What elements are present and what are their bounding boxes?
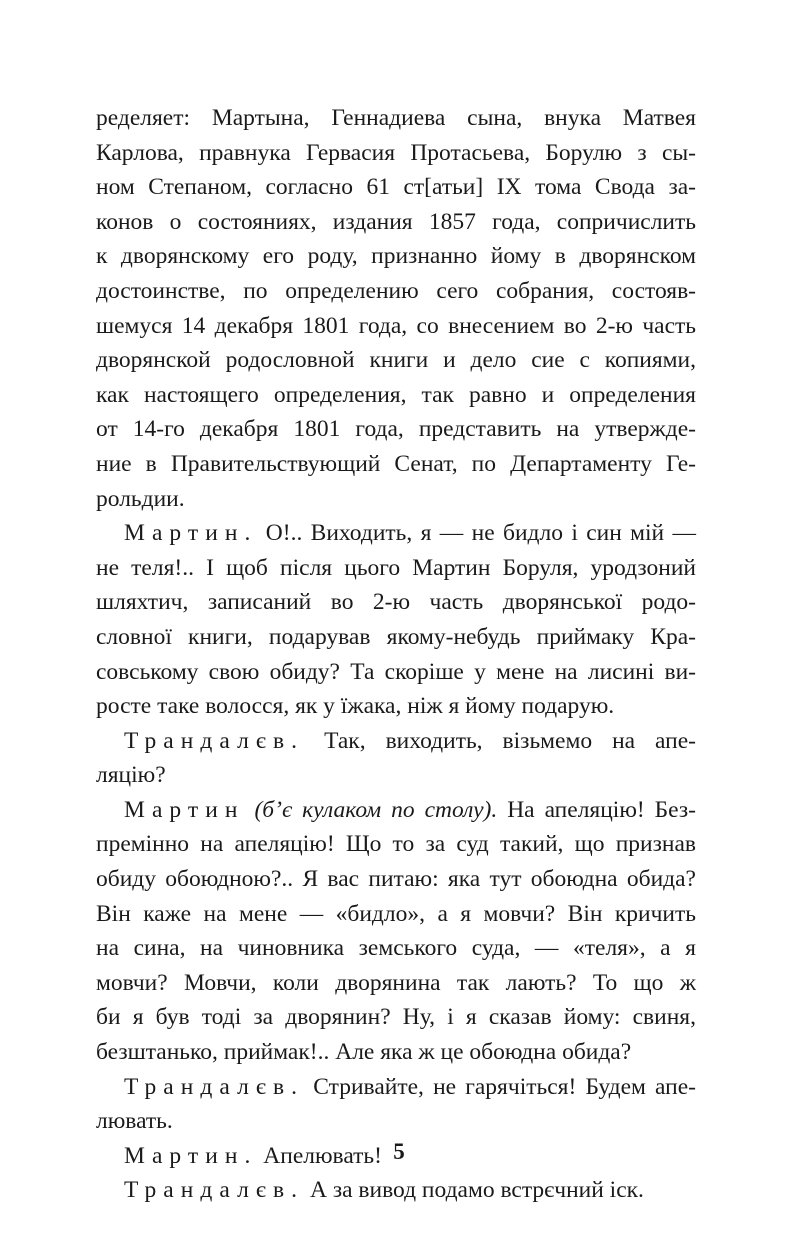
- speech-text: Апелювать!: [263, 1142, 382, 1169]
- text-line: рольдии.: [96, 485, 185, 512]
- text-line: дворянской родословной книги и дело сие с копиями,: [96, 347, 696, 374]
- stage-direction: (б’є кулаком по столу).: [254, 796, 498, 823]
- speaker-name: Мартин: [124, 796, 245, 823]
- speech-line: [96, 793, 696, 828]
- speech-line: [96, 1173, 696, 1208]
- text-line: Карлова, правнука Гервасия Протасьева, Борулю з сы-: [96, 139, 696, 166]
- text-line: конов о состояниях, издания 1857 года, сопричислить: [96, 208, 696, 235]
- speech-line: [96, 1070, 696, 1105]
- text-line: шляхтич, записаний во 2-ю часть дворянської родо-: [96, 589, 696, 616]
- page-number: 5: [393, 1139, 405, 1164]
- speaker-name: Трандалєв.: [124, 1177, 305, 1204]
- text-line: совському свою обиду? Та скоріше у мене на лисині ви-: [96, 658, 696, 685]
- text-line: безштанько, приймак!.. Але яка ж це обоюдна обида?: [96, 1039, 632, 1066]
- speech-text: Так, виходить, візьмемо на апе-: [324, 727, 697, 754]
- text-line: би я був тоді за дворянин? Ну, і я сказав йому: свиня,: [96, 1004, 696, 1031]
- text-line: как настоящего определения, так равно и определения: [96, 381, 696, 408]
- text-line: Він каже на мене — «бидло», а я мовчи? Він кричить: [96, 900, 696, 927]
- speech-text: На апеляцію! Без-: [507, 796, 696, 823]
- speech-line: [96, 516, 696, 551]
- text-line: мовчи? Мовчи, коли дворянина так лають? То що ж: [96, 969, 696, 996]
- text-line: шемуся 14 декабря 1801 года, со внесением во 2-ю часть: [96, 312, 696, 339]
- speaker-name: Мартин.: [124, 520, 258, 547]
- text-line: лювать.: [96, 1108, 173, 1135]
- speaker-name: Трандалєв.: [124, 1073, 305, 1100]
- text-line: ляцію?: [96, 762, 166, 789]
- text-line: ние в Правительствующий Сенат, по Департаменту Ге-: [96, 450, 696, 477]
- text-line: не теля!.. І щоб після цього Мартин Боруля, уродзоний: [96, 554, 696, 581]
- speech-text: Стривайте, не гарячіться! Будем апе-: [313, 1073, 696, 1100]
- text-line: ном Степаном, согласно 61 ст[атьи] IX тома Свода за-: [96, 174, 696, 201]
- text-line: к дворянскому его роду, признанно йому в дворянском: [96, 243, 696, 270]
- text-line: обиду обоюдною?.. Я вас питаю: яка тут обоюдна обида?: [96, 866, 696, 893]
- speech-text: А за вивод подамо встрєчний іск.: [309, 1177, 644, 1204]
- text-line: ределяет: Мартына, Геннадиева сына, внука Матвея: [96, 105, 696, 131]
- speech-text: О!.. Виходить, я — не бидло і син мій —: [265, 520, 696, 547]
- speech-line: [96, 724, 696, 759]
- text-line: словної книги, подарував якому-небудь приймаку Кра-: [96, 623, 696, 650]
- text-line: премінно на апеляцію! Що то за суд такий, що признав: [96, 831, 696, 858]
- text-line: на сина, на чиновника земського суда, — «теля», а я: [96, 935, 696, 962]
- text-line: достоинстве, по определению сего собрания, состояв-: [96, 277, 696, 304]
- text-line: росте таке волосся, як у їжака, ніж я йому подарую.: [96, 693, 615, 720]
- speaker-name: Трандалєв.: [124, 727, 305, 754]
- text-line: от 14-го декабря 1801 года, представить на утвержде-: [96, 416, 696, 443]
- speaker-name: Мартин.: [124, 1142, 258, 1169]
- page-text: [96, 101, 696, 1208]
